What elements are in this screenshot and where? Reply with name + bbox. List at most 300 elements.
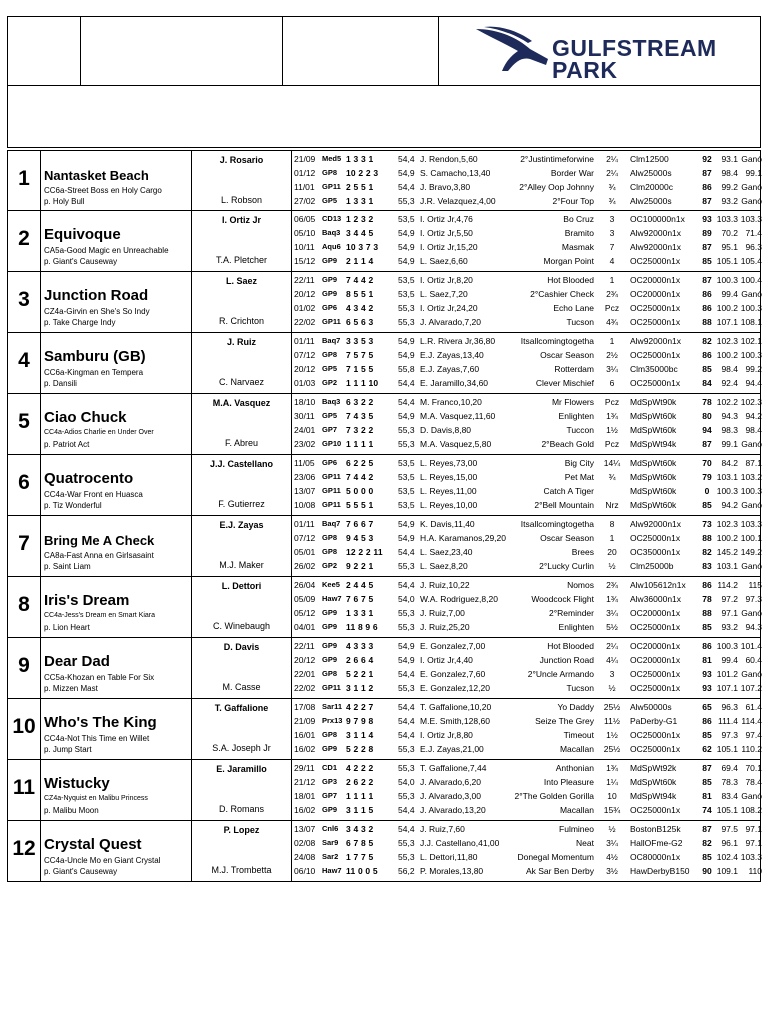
run-speed-figure: 87 — [702, 439, 712, 449]
jockey-name: P. Lopez — [223, 825, 260, 835]
past-run-row — [294, 545, 760, 559]
run-positions: 6 5 6 3 — [346, 317, 374, 327]
horse-name: Iris's Dream — [44, 592, 130, 609]
run-value-2: Ganó — [741, 561, 762, 571]
run-winner: Itsallcomingtogetha — [520, 336, 594, 346]
past-run-row — [294, 639, 760, 653]
horse-name: Crystal Quest — [44, 836, 142, 853]
run-weight: 54,4 — [398, 547, 415, 557]
run-weight: 55,3 — [398, 683, 415, 693]
jockey-trainer — [192, 760, 292, 820]
horse-sire: p. Holy Bull — [44, 197, 85, 206]
run-class: MdSpWt60k — [630, 777, 677, 787]
run-speed-figure: 86 — [702, 350, 712, 360]
horse-entry — [7, 150, 761, 211]
gulfstream-park-logo — [474, 25, 734, 83]
run-weight: 54,0 — [398, 777, 415, 787]
run-track: GP6 — [322, 458, 338, 467]
run-jockey-odds: I. Ortiz Jr,8,20 — [420, 275, 473, 285]
run-speed-figure: 88 — [702, 533, 712, 543]
run-jockey-odds: J. Ruiz,7,00 — [420, 608, 465, 618]
run-value-2: 149.2 — [740, 547, 762, 557]
run-date: 01/12 — [294, 168, 316, 178]
run-value-2: 97.3 — [745, 594, 762, 604]
run-date: 13/07 — [294, 486, 316, 496]
run-date: 22/02 — [294, 317, 316, 327]
run-weight: 54,9 — [398, 242, 415, 252]
run-track: GP9 — [322, 622, 338, 631]
run-positions: 6 3 2 2 — [346, 397, 374, 407]
run-date: 21/09 — [294, 154, 316, 164]
header-row — [7, 16, 761, 86]
run-speed-figure: 85 — [702, 852, 712, 862]
run-margin: 1½ — [606, 730, 618, 740]
horse-pedigree: CA5a-Good Magic en Unreachable — [44, 246, 169, 255]
run-date: 16/02 — [294, 744, 316, 754]
run-margin: Nrz — [605, 500, 619, 510]
run-weight: 53,5 — [398, 472, 415, 482]
run-track: GP9 — [322, 275, 338, 284]
run-margin: 1½ — [606, 425, 618, 435]
jockey-trainer — [192, 211, 292, 271]
jockey-name: J. Ruiz — [226, 337, 256, 347]
run-winner: Anthonian — [555, 763, 594, 773]
run-value-1: 97.5 — [721, 824, 738, 834]
run-speed-figure: 90 — [702, 866, 712, 876]
run-positions: 9 7 9 8 — [346, 716, 374, 726]
run-winner: Fulmineo — [559, 824, 594, 834]
run-winner: Tucson — [566, 317, 594, 327]
run-weight: 55,3 — [398, 608, 415, 618]
horse-sire: p. Dansili — [44, 379, 77, 388]
past-run-row — [294, 423, 760, 437]
trainer-name: S.A. Joseph Jr — [212, 743, 271, 753]
run-value-1: 101.2 — [716, 669, 738, 679]
run-speed-figure: 86 — [702, 716, 712, 726]
run-speed-figure: 84 — [702, 378, 712, 388]
horse-sire: p. Patriot Act — [44, 440, 90, 449]
run-date: 05/10 — [294, 228, 316, 238]
run-date: 22/02 — [294, 683, 316, 693]
run-value-2: 96.3 — [745, 242, 762, 252]
run-speed-figure: 80 — [702, 411, 712, 421]
past-run-row — [294, 803, 760, 817]
past-run-row — [294, 620, 760, 634]
run-winner: Itsallcomingtogetha — [520, 519, 594, 529]
run-track: GP11 — [322, 317, 341, 326]
run-jockey-odds: L. Saez,7,20 — [420, 289, 468, 299]
run-value-2: 114.4 — [741, 716, 762, 726]
run-date: 23/06 — [294, 472, 316, 482]
run-class: Alw25000s — [630, 168, 672, 178]
run-date: 22/01 — [294, 669, 316, 679]
run-date: 22/11 — [294, 641, 315, 651]
run-value-2: 100.3 — [740, 486, 762, 496]
run-track: GP5 — [322, 411, 338, 420]
run-positions: 2 5 5 1 — [346, 182, 374, 192]
run-speed-figure: 85 — [702, 500, 712, 510]
horse-list — [7, 150, 761, 882]
run-weight: 54,9 — [398, 336, 415, 346]
run-jockey-odds: I. Ortiz Jr,4,76 — [420, 214, 473, 224]
run-margin: 2½ — [606, 350, 618, 360]
run-margin: 7 — [609, 242, 615, 252]
run-jockey-odds: M.E. Smith,128,60 — [420, 716, 490, 726]
run-class: MdSpWt94k — [630, 791, 677, 801]
run-class: Clm25000b — [630, 561, 674, 571]
run-positions: 7 6 7 5 — [346, 594, 374, 604]
run-winner: Mr Flowers — [551, 397, 594, 407]
past-performances — [294, 639, 760, 695]
run-value-2: 101.4 — [740, 641, 762, 651]
past-run-row — [294, 700, 760, 714]
run-weight: 54,4 — [398, 805, 415, 815]
run-weight: 55,3 — [398, 439, 415, 449]
run-date: 05/09 — [294, 594, 316, 604]
run-value-2: 97.1 — [745, 824, 762, 834]
past-run-row — [294, 653, 760, 667]
run-value-1: 83.4 — [721, 791, 738, 801]
run-class: Alw50000s — [630, 702, 672, 712]
run-margin: ½ — [608, 683, 616, 693]
run-date: 05/01 — [294, 547, 316, 557]
run-jockey-odds: I. Ortiz Jr,8,80 — [420, 730, 473, 740]
run-margin: 3 — [609, 669, 615, 679]
run-track: GP11 — [322, 500, 341, 509]
run-weight: 55,3 — [398, 317, 415, 327]
run-track: GP2 — [322, 561, 338, 570]
run-value-1: 93.1 — [721, 154, 738, 164]
run-date: 29/11 — [294, 763, 315, 773]
run-positions: 2 6 2 2 — [346, 777, 374, 787]
trainer-name: C. Winebaugh — [212, 621, 271, 631]
run-positions: 1 2 3 2 — [346, 214, 374, 224]
run-date: 18/10 — [294, 397, 316, 407]
run-jockey-odds: M. Franco,10,20 — [420, 397, 482, 407]
run-track: GP11 — [322, 683, 341, 692]
run-weight: 53,5 — [398, 458, 415, 468]
run-weight: 54,4 — [398, 669, 415, 679]
run-weight: 55,3 — [398, 838, 415, 848]
run-jockey-odds: J. Ruiz,10,22 — [420, 580, 470, 590]
run-date: 01/02 — [294, 303, 316, 313]
past-performances — [294, 700, 760, 756]
jockey-trainer — [192, 394, 292, 454]
run-margin: 3 — [609, 214, 615, 224]
run-speed-figure: 86 — [702, 303, 712, 313]
run-value-1: 103.1 — [716, 561, 738, 571]
run-speed-figure: 78 — [702, 594, 712, 604]
run-date: 04/01 — [294, 622, 316, 632]
run-value-2: 60.4 — [745, 655, 762, 665]
run-jockey-odds: E.J. Zayas,13,40 — [420, 350, 484, 360]
run-winner: Woodcock Flight — [531, 594, 594, 604]
run-margin: 3¼ — [606, 838, 618, 848]
run-margin: Pcz — [604, 303, 620, 313]
horse-entry — [7, 272, 761, 333]
run-value-1: 145.2 — [716, 547, 738, 557]
trainer-name: M.J. Trombetta — [211, 865, 272, 875]
run-value-2: 103.3 — [740, 852, 762, 862]
run-value-2: Ganó — [741, 182, 762, 192]
run-margin: 8 — [609, 519, 615, 529]
run-value-1: 93.2 — [721, 196, 738, 206]
run-class: Clm20000c — [630, 182, 673, 192]
run-winner: Neat — [576, 838, 594, 848]
run-value-2: 94.4 — [745, 378, 762, 388]
run-positions: 3 1 1 2 — [346, 683, 374, 693]
run-jockey-odds: E. Gonzalez,7,00 — [420, 641, 486, 651]
header-blank-row — [7, 86, 761, 148]
run-class: OC25000n1x — [630, 303, 681, 313]
run-date: 21/12 — [294, 777, 316, 787]
run-track: GP9 — [322, 655, 338, 664]
jockey-trainer — [192, 577, 292, 637]
run-track: GP7 — [322, 425, 338, 434]
run-speed-figure: 79 — [702, 472, 712, 482]
jockey-trainer — [192, 638, 292, 698]
past-performances — [294, 212, 760, 268]
run-margin: 25½ — [603, 744, 621, 754]
run-weight: 55,3 — [398, 763, 415, 773]
run-positions: 9 4 5 3 — [346, 533, 374, 543]
run-winner: Catch A Tiger — [543, 486, 594, 496]
run-value-1: 102.3 — [716, 519, 738, 529]
run-speed-figure: 85 — [702, 777, 712, 787]
run-jockey-odds: L. Dettori,11,80 — [420, 852, 478, 862]
horse-pedigree: CC5a-Khozan en Table For Six — [44, 673, 155, 682]
run-jockey-odds: M.A. Vasquez,5,80 — [420, 439, 492, 449]
run-value-1: 95.1 — [721, 242, 738, 252]
jockey-trainer — [192, 699, 292, 759]
run-value-2: 97.4 — [745, 730, 762, 740]
run-track: Sar11 — [322, 702, 343, 711]
run-weight: 54,9 — [398, 411, 415, 421]
run-value-2: 99.2 — [745, 364, 762, 374]
run-margin: Pcz — [604, 397, 620, 407]
run-margin: 11½ — [604, 716, 620, 726]
run-margin: ½ — [608, 561, 616, 571]
jockey-trainer — [192, 333, 292, 393]
run-winner: 2°Bell Mountain — [534, 500, 594, 510]
run-track: Kee5 — [322, 580, 340, 589]
run-track: GP8 — [322, 350, 338, 359]
run-winner: Timeout — [563, 730, 594, 740]
run-track: GP9 — [322, 744, 338, 753]
run-track: GP5 — [322, 196, 338, 205]
jockey-name: J. Rosario — [219, 155, 264, 165]
run-speed-figure: 62 — [702, 744, 712, 754]
run-weight: 53,5 — [398, 289, 415, 299]
trainer-name: L. Robson — [220, 195, 263, 205]
run-positions: 3 3 5 3 — [346, 336, 374, 346]
run-value-2: 102.3 — [740, 397, 762, 407]
run-class: Clm35000bc — [630, 364, 678, 374]
run-margin: 2¼ — [606, 154, 618, 164]
run-value-1: 98.4 — [721, 364, 738, 374]
run-positions: 4 3 3 3 — [346, 641, 374, 651]
run-value-1: 94.2 — [721, 500, 738, 510]
past-run-row — [294, 728, 760, 742]
run-value-1: 102.2 — [716, 397, 738, 407]
program-number: 1 — [8, 151, 41, 211]
past-run-row — [294, 273, 760, 287]
past-performances — [294, 334, 760, 390]
past-performances — [294, 761, 760, 817]
run-margin: 1¼ — [606, 777, 618, 787]
run-jockey-odds: J.J. Castellano,41,00 — [420, 838, 500, 848]
run-class: OC20000n1x — [630, 289, 681, 299]
horse-pedigree: CZ4a-Nyquist en Malibu Princess — [44, 795, 148, 802]
run-positions: 3 1 1 5 — [346, 805, 374, 815]
run-value-1: 103.3 — [716, 214, 738, 224]
past-run-row — [294, 531, 760, 545]
trainer-name: R. Crichton — [218, 316, 264, 326]
program-number: 10 — [8, 699, 41, 759]
run-winner: 2°The Golden Gorilla — [514, 791, 594, 801]
past-run-row — [294, 287, 760, 301]
run-jockey-odds: P. Morales,13,80 — [420, 866, 484, 876]
logo-text-line2: PARK — [552, 57, 618, 83]
run-speed-figure: 87 — [702, 824, 712, 834]
run-margin: ¾ — [608, 196, 616, 206]
run-jockey-odds: I. Ortiz Jr,15,20 — [420, 242, 478, 252]
run-margin: ¾ — [608, 182, 616, 192]
horse-head-icon — [474, 25, 552, 79]
run-date: 13/07 — [294, 824, 316, 834]
run-margin: 6 — [609, 378, 615, 388]
run-class: Alw36000n1x — [630, 594, 682, 604]
run-value-2: 78.4 — [745, 777, 762, 787]
run-jockey-odds: S. Camacho,13,40 — [420, 168, 491, 178]
run-value-2: 70.1 — [745, 763, 762, 773]
run-speed-figure: 83 — [702, 561, 712, 571]
run-class: Alw92000n1x — [630, 228, 682, 238]
run-date: 01/03 — [294, 378, 316, 388]
run-class: MdSpWt60k — [630, 411, 677, 421]
run-value-1: 92.4 — [721, 378, 738, 388]
run-value-2: 103.3 — [740, 519, 762, 529]
run-winner: Macallan — [559, 805, 594, 815]
run-weight: 53,5 — [398, 500, 415, 510]
run-speed-figure: 82 — [702, 547, 712, 557]
run-value-1: 69.4 — [721, 763, 738, 773]
horse-entry — [7, 455, 761, 516]
header-cell-3 — [283, 17, 439, 85]
run-value-2: 100.3 — [740, 350, 762, 360]
run-track: Baq3 — [322, 228, 341, 237]
past-performances — [294, 273, 760, 329]
run-positions: 5 2 2 1 — [346, 669, 374, 679]
run-margin: 1¾ — [606, 594, 618, 604]
run-winner: 2°Beach Gold — [541, 439, 594, 449]
run-margin: 1¾ — [606, 763, 618, 773]
program-number: 6 — [8, 455, 41, 515]
jockey-trainer — [192, 272, 292, 332]
jockey-name: M.A. Vasquez — [212, 398, 271, 408]
past-run-row — [294, 254, 760, 268]
run-track: Aqu6 — [322, 242, 341, 251]
run-jockey-odds: J.R. Velazquez,4,00 — [420, 196, 496, 206]
run-track: Baq3 — [322, 397, 341, 406]
run-speed-figure: 86 — [702, 182, 712, 192]
past-run-row — [294, 864, 760, 878]
horse-entry — [7, 577, 761, 638]
run-value-1: 100.3 — [716, 275, 738, 285]
horse-info — [41, 333, 192, 393]
run-speed-figure: 86 — [702, 289, 712, 299]
run-weight: 54,9 — [398, 168, 415, 178]
jockey-name: E.J. Zayas — [219, 520, 264, 530]
run-positions: 1 7 7 5 — [346, 852, 374, 862]
run-weight: 54,9 — [398, 519, 415, 529]
run-speed-figure: 88 — [702, 608, 712, 618]
horse-pedigree: CC4a-Adios Charlie en Under Over — [44, 429, 154, 436]
past-run-row — [294, 194, 760, 208]
run-speed-figure: 85 — [702, 730, 712, 740]
past-run-row — [294, 775, 760, 789]
run-value-1: 100.2 — [716, 303, 738, 313]
horse-name: Ciao Chuck — [44, 409, 127, 426]
run-winner: Hot Blooded — [547, 641, 594, 651]
run-margin: 25½ — [603, 702, 621, 712]
run-date: 05/12 — [294, 608, 316, 618]
run-winner: Enlighten — [558, 622, 594, 632]
run-winner: Seize The Grey — [535, 716, 594, 726]
run-value-2: 100.3 — [740, 303, 762, 313]
horse-pedigree: CA8a-Fast Anna en Girlsasaint — [44, 551, 154, 560]
run-positions: 2 4 4 5 — [346, 580, 374, 590]
run-date: 20/12 — [294, 655, 316, 665]
run-positions: 7 1 5 5 — [346, 364, 374, 374]
past-performances — [294, 578, 760, 634]
run-positions: 1 3 3 1 — [346, 608, 374, 618]
run-track: GP6 — [322, 303, 338, 312]
run-weight: 54,4 — [398, 730, 415, 740]
run-value-2: 105.4 — [740, 256, 762, 266]
run-date: 11/01 — [294, 182, 315, 192]
run-class: OC20000n1x — [630, 275, 681, 285]
run-jockey-odds: K. Davis,11,40 — [420, 519, 475, 529]
run-track: GP9 — [322, 289, 338, 298]
run-value-1: 105.1 — [716, 256, 738, 266]
run-weight: 54,0 — [398, 594, 415, 604]
run-speed-figure: 85 — [702, 622, 712, 632]
run-value-2: 107.2 — [740, 683, 762, 693]
run-class: OC100000n1x — [630, 214, 685, 224]
run-value-2: 100.1 — [740, 533, 762, 543]
run-value-1: 109.1 — [716, 866, 738, 876]
past-run-row — [294, 517, 760, 531]
run-weight: 54,9 — [398, 655, 415, 665]
run-value-2: Ganó — [741, 791, 762, 801]
jockey-trainer — [192, 151, 292, 211]
run-track: GP8 — [322, 669, 338, 678]
run-positions: 3 1 1 4 — [346, 730, 374, 740]
run-value-1: 100.3 — [716, 641, 738, 651]
run-value-2: 87.1 — [745, 458, 762, 468]
run-positions: 11 0 0 5 — [346, 866, 378, 876]
run-speed-figure: 88 — [702, 317, 712, 327]
run-weight: 55,3 — [398, 561, 415, 571]
horse-pedigree: CC4a-Jess's Dream en Smart Kiara — [44, 612, 156, 619]
run-speed-figure: 82 — [702, 336, 712, 346]
run-date: 16/01 — [294, 730, 316, 740]
program-number: 3 — [8, 272, 41, 332]
past-run-row — [294, 559, 760, 573]
run-margin: 1 — [609, 533, 615, 543]
program-number: 2 — [8, 211, 41, 271]
